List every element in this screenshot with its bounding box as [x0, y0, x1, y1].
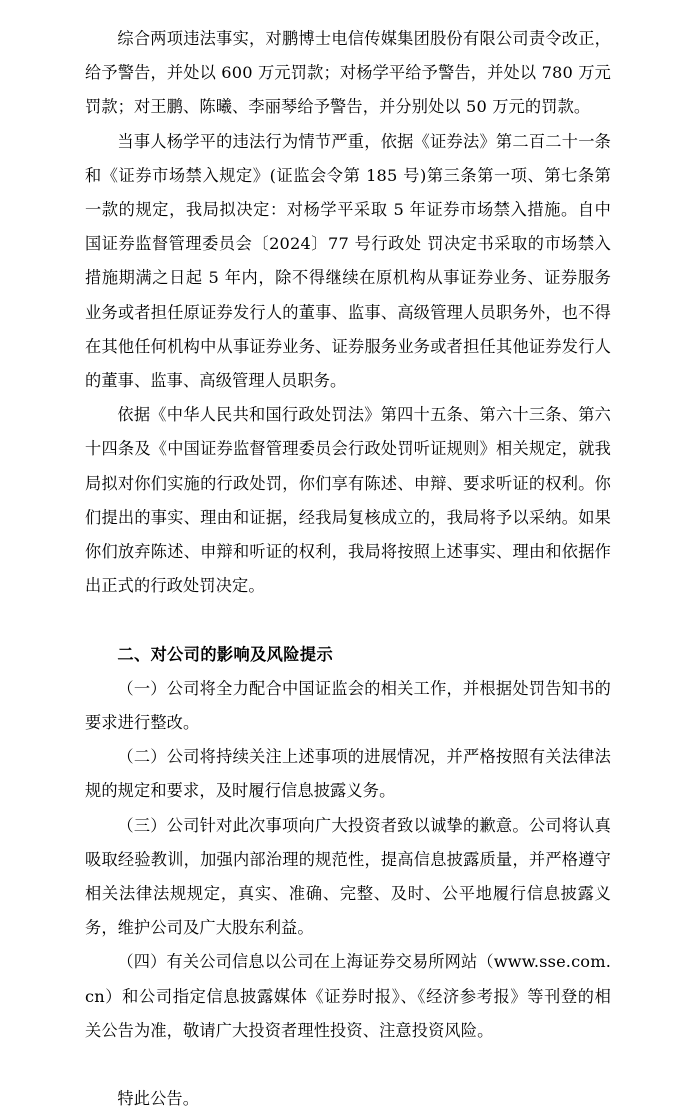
list-item-one: （一）公司将全力配合中国证监会的相关工作，并根据处罚告知书的要求进行整改。 [85, 678, 611, 733]
section-heading-impact-and-risk: 二、对公司的影响及风险提示 [117, 644, 334, 664]
paragraph-penalty-summary: 综合两项违法事实，对鹏博士电信传媒集团股份有限公司责令改正，给予警告，并处以 600 万元罚款；对杨学平给予警告，并处以 780 万元罚款；对王鹏、陈曦、李丽琴给予警告，并分别处以 50 万元的罚款。 [85, 29, 611, 117]
paragraph-market-ban: 当事人杨学平的违法行为情节严重，依据《证券法》第二百二十一条和《证券市场禁入规定》(证监会令第 185 号)第三条第一项、第七条第一款的规定，我局拟决定：对杨学平采取 5 年证券市场禁入措施。自中国证券监督管理委员会〔2024〕77 号行政处 罚决定书采取的市场禁入措施期满之日起 5 年内，除不得继续在原机构从事证券业务、证券服务业务或者担任原证券发行人的董事、监事、高级管理人员职务外，也不得在其他任何机构中从事证券业务、证券服务业务或者担任其他证券发行人的董事、监事、高级管理人员职务。 [85, 131, 611, 391]
closing-statement: 特此公告。 [117, 1089, 200, 1109]
list-item-three: （三）公司针对此次事项向广大投资者致以诚挚的歉意。公司将认真吸取经验教训，加强内部治理的规范性，提高信息披露质量，并严格遵守相关法律法规规定，真实、准确、完整、及时、公平地履行信息披露义务，维护公司及广大股东利益。 [85, 815, 611, 938]
list-item-four: （四）有关公司信息以公司在上海证券交易所网站（www.sse.com.cn）和公司指定信息披露媒体《证券时报》、《经济参考报》等刊登的相关公告为准，敬请广大投资者理性投资、注意投资风险。 [85, 952, 611, 1040]
paragraph-spacer [85, 603, 611, 637]
list-item-two: （二）公司将持续关注上述事项的进展情况，并严格按照有关法律法规的规定和要求，及时履行信息披露义务。 [85, 747, 611, 801]
paragraph-hearing-rights: 依据《中华人民共和国行政处罚法》第四十五条、第六十三条、第六十四条及《中国证券监督管理委员会行政处罚听证规则》相关规定，就我局拟对你们实施的行政处罚，你们享有陈述、申辩、要求听证的权利。你们提出的事实、理由和证据，经我局复核成立的，我局将予以采纳。如果你们放弃陈述、申辩和听证的权利，我局将按照上述事实、理由和依据作出正式的行政处罚决定。 [85, 405, 611, 596]
document-body [85, 22, 611, 1116]
closing-spacer [85, 1048, 611, 1082]
